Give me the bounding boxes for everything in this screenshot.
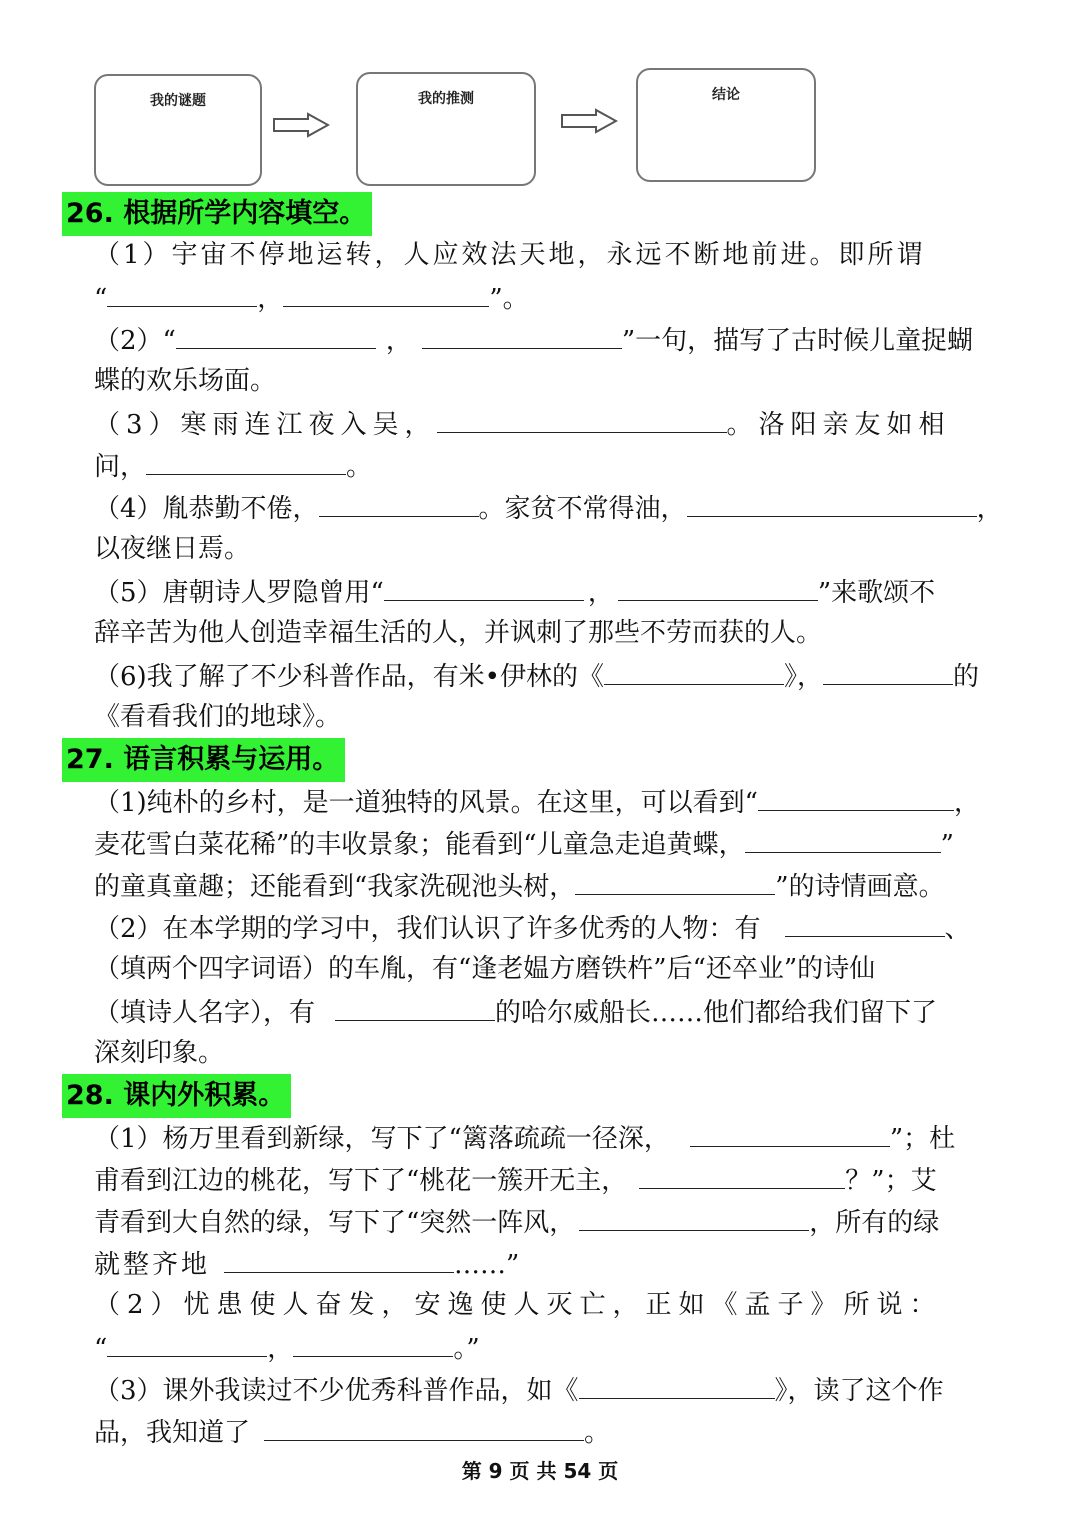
q26-line-1 [94,234,1014,276]
text: （3）课外我读过不少优秀科普作品，如《 [94,1376,579,1406]
q27-line-3 [94,864,1014,906]
text: （1）杨万里看到新绿，写下了“篱落疏疏一径深， [94,1124,670,1154]
text: ， [587,578,614,608]
text: 。洛阳亲友如相 [726,410,951,440]
answer-blank[interactable] [319,486,479,517]
text: ， [257,284,284,314]
text: ” [940,830,954,860]
arrow-right-icon [272,112,330,138]
question-28-title: 28. 课内外积累。 [62,1074,291,1118]
text: 。家贫不常得油， [478,494,687,524]
q26-line-12 [94,696,1014,738]
text: ”来歌颂不 [817,578,936,608]
q26-line-2 [94,276,1014,318]
answer-blank[interactable] [823,654,953,685]
q28-line-6 [94,1326,1014,1368]
text: （5）唐朝诗人罗隐曾用“ [94,578,384,608]
text: （2）“ [94,326,176,356]
answer-blank[interactable] [745,822,941,853]
answer-blank[interactable] [639,1158,845,1189]
text: （2）在本学期的学习中，我们认识了许多优秀的人物：有 [94,914,761,944]
q27-line-6 [94,990,1014,1032]
answer-blank[interactable] [579,1368,775,1399]
q26-line-6 [94,444,1014,486]
text: （3）寒雨连江夜入吴， [94,410,437,440]
diagram-box-label: 我的谜题 [150,93,206,109]
q26-line-4 [94,360,1014,402]
text: 麦花雪白菜花稀”的丰收景象；能看到“儿童急走追黄蝶， [94,830,745,860]
q28-line-7 [94,1368,1014,1410]
answer-blank[interactable] [146,444,346,475]
q27-line-1 [94,780,1014,822]
q26-line-9 [94,570,1014,612]
text: 《看看我们的地球》。 [94,702,342,732]
text: ， [385,326,412,356]
text: ”的诗情画意。 [775,872,945,902]
q28-line-2 [94,1158,1014,1200]
text: ，所有的绿 [809,1208,940,1238]
answer-blank[interactable] [107,1326,267,1357]
text: 辞辛苦为他人创造幸福生活的人，并讽刺了那些不劳而获的人。 [94,618,823,648]
text: 的 [953,662,980,692]
text: 》， [784,662,824,692]
answer-blank[interactable] [107,276,257,307]
text: ”；杜 [889,1124,956,1154]
flow-diagram [0,66,1080,192]
text: 。 [346,452,373,482]
text: “ [94,284,108,314]
text: （1)纯朴的乡村，是一道独特的风景。在这里，可以看到“ [94,788,758,818]
answer-blank[interactable] [422,318,622,349]
answer-blank[interactable] [579,1200,809,1231]
diagram-box-conclusion [636,68,816,182]
answer-blank[interactable] [384,570,584,601]
text: 。 [584,1418,611,1448]
text: 就整齐地 [94,1250,211,1280]
diagram-box-guess [356,72,536,186]
answer-blank[interactable] [618,570,818,601]
text: （6)我了解了不少科普作品，有米•伊林的《 [94,662,605,692]
q26-line-8 [94,528,1014,570]
answer-blank[interactable] [785,906,945,937]
text: “ [94,1334,108,1364]
q27-line-2 [94,822,1014,864]
q27-line-5 [94,948,1014,990]
answer-blank[interactable] [575,864,775,895]
diagram-box-label: 我的推测 [418,91,474,107]
answer-blank[interactable] [604,654,784,685]
text: （1）宇宙不停地运转，人应效法天地，永远不断地前进。即所谓 [94,240,926,270]
text: 品，我知道了 [94,1418,251,1448]
text: 》，读了这个作 [774,1376,944,1406]
q26-line-5 [94,402,1014,444]
text: ？”；艾 [845,1166,937,1196]
text: 。” [453,1334,480,1364]
question-26-title: 26. 根据所学内容填空。 [62,192,372,236]
text: 蝶的欢乐场面。 [94,366,277,396]
text: ”一句，描写了古时候儿童捉蝴 [621,326,974,356]
q28-line-3 [94,1200,1014,1242]
text: 、 [944,914,971,944]
page-number: 第 9 页 共 54 页 [461,1459,619,1483]
answer-blank[interactable] [293,1326,453,1357]
text: 深刻印象。 [94,1038,225,1068]
answer-blank[interactable] [283,276,489,307]
answer-blank[interactable] [758,780,954,811]
text: 甫看到江边的桃花，写下了“桃花一簇开无主， [94,1166,628,1196]
q26-line-3 [94,318,1014,360]
q28-line-4 [94,1242,1014,1284]
text: ， [953,788,980,818]
q28-line-1 [94,1116,1014,1158]
answer-blank[interactable] [335,990,495,1021]
answer-blank[interactable] [687,486,977,517]
diagram-box-puzzle [94,74,262,186]
answer-blank[interactable] [690,1116,890,1147]
text: ， [267,1334,294,1364]
q27-line-4 [94,906,1014,948]
text: （填诗人名字），有 [94,998,316,1028]
text: ”。 [489,284,529,314]
text: （4）胤恭勤不倦， [94,494,319,524]
answer-blank[interactable] [264,1410,584,1441]
diagram-box-label: 结论 [712,87,740,103]
answer-blank[interactable] [224,1242,454,1273]
text: 青看到大自然的绿，写下了“突然一阵风， [94,1208,576,1238]
q26-line-10 [94,612,1014,654]
answer-blank[interactable] [176,318,376,349]
text: （2）忧患使人奋发，安逸使人灭亡，正如《孟子》所说： [94,1290,943,1320]
text: 的童真童趣；还能看到“我家洗砚池头树， [94,872,576,902]
q26-line-11 [94,654,1014,696]
text: 以夜继日焉。 [94,534,251,564]
text: 的哈尔威船长……他们都给我们留下了 [495,998,938,1028]
q26-line-7 [94,486,1014,528]
text: ……” [454,1250,520,1280]
text: （填两个四字词语）的车胤，有“逢老媪方磨铁杵”后“还卒业”的诗仙 [94,954,876,984]
arrow-right-icon [560,108,618,134]
q28-line-5 [94,1284,1014,1326]
text: ， [976,494,1003,524]
q27-line-7 [94,1032,1014,1074]
text: 问， [94,452,147,482]
answer-blank[interactable] [437,402,727,433]
question-27-title: 27. 语言积累与运用。 [62,738,345,782]
q28-line-8 [94,1410,1014,1452]
